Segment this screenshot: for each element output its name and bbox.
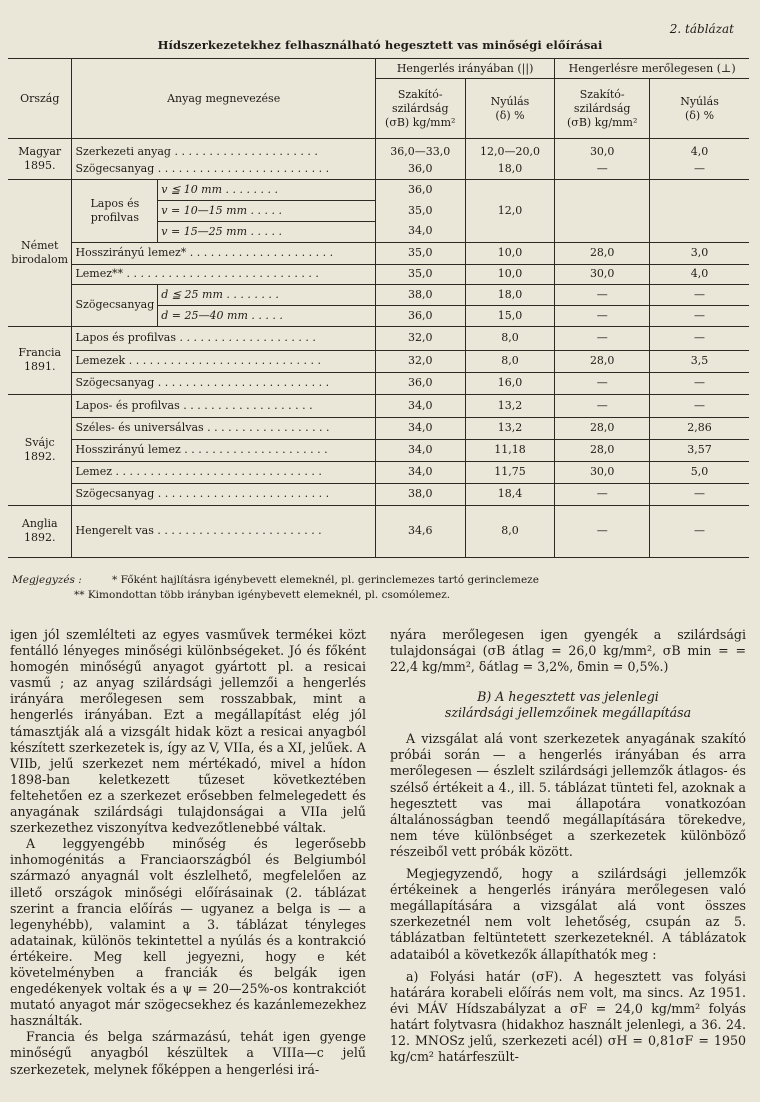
value-cell: 38,0 <box>375 483 465 505</box>
material-cell: Lemez . . . . . . . . . . . . . . . . . . . . . . . . . . . . . . <box>72 461 375 483</box>
value-cell: 3,57 <box>650 439 749 461</box>
section-heading: B) A hegesztett vas jelenlegi szilárdsági jellemzőinek megállapítása <box>444 689 692 721</box>
value-cell: — <box>650 394 749 417</box>
value-cell: — <box>650 159 749 179</box>
value-cell: 34,0 <box>375 439 465 461</box>
material-cell: Szögecsanyag <box>72 284 158 326</box>
value-cell: 36,0 <box>375 372 465 394</box>
material-cell: Lapos és profilvas <box>72 179 158 242</box>
value-cell: — <box>555 159 650 179</box>
value-cell: 12,0 <box>465 179 555 242</box>
value-cell: 12,0—20,0 <box>465 139 555 160</box>
material-cell: Szögecsanyag . . . . . . . . . . . . . . . . . . . . . . . . . <box>72 483 375 505</box>
value-cell: 10,0 <box>465 264 555 284</box>
subgroup-cell: v = 15—25 mm . . . . . <box>158 221 376 242</box>
table-number: 2. táblázat <box>669 22 734 36</box>
value-cell: 36,0 <box>375 179 465 200</box>
specification-table <box>8 58 749 558</box>
material-cell: Lapos és profilvas . . . . . . . . . . . . . . . . . . . . <box>72 326 375 350</box>
paragraph: Francia és belga származású, tehát igen gyenge minőségű anyagból készültek a VIIIa—c jelű szerkezetek, melynek főképpen a hengerlési irá- <box>10 1029 366 1077</box>
value-cell: 28,0 <box>555 350 650 372</box>
value-cell: 4,0 <box>650 264 749 284</box>
paragraph: Megjegyzendő, hogy a szilárdsági jellemzők értékeinek a hengerlés irányára merőlegesen való megállapítására a vizsgálat alá vont összes szerkezetnél nem volt lehetőség, csupán az 5. táblázatban feltüntetett szerkezeteknél. A táblázatok adataiból a következők állapíthatók meg : <box>390 866 746 962</box>
subgroup-cell: d = 25—40 mm . . . . . <box>158 305 376 326</box>
paragraph: a) Folyási határ (σF). A hegesztett vas folyási határára korabeli előírás nem volt, ma sincs. Az 1951. évi MÁV Hídszabályzat a σF = 24,0 kg/mm² folyás határt folytvasra (hidakhoz használt jelenlegi, a 36. 24. 12. MNOSz jelű, szerkezeti acél) σH = 0,81σF = 1950 kg/cm² határfeszült- <box>390 968 746 1065</box>
value-cell: — <box>650 326 749 350</box>
value-cell: 35,0 <box>375 200 465 221</box>
header-strength: Szakító- szilárdság (σB) kg/mm² <box>375 79 465 139</box>
material-cell: Szögecsanyag . . . . . . . . . . . . . . . . . . . . . . . . . <box>72 159 375 179</box>
value-cell: 13,2 <box>465 417 555 439</box>
value-cell: 30,0 <box>555 139 650 160</box>
material-cell: Lemezek . . . . . . . . . . . . . . . . . . . . . . . . . . . . <box>72 350 375 372</box>
value-cell: 8,0 <box>465 326 555 350</box>
value-cell: 36,0 <box>375 305 465 326</box>
value-cell: 36,0 <box>375 159 465 179</box>
paragraph: nyára merőlegesen igen gyengék a szilárdsági tulajdonságai (σB átlag = 26,0 kg/mm², σB min = = 22,4 kg/mm², δátlag = 3,2%, δmin = 0,5%.) <box>390 627 746 675</box>
header-dir-perpendicular: Hengerlésre merőlegesen (⊥) <box>555 59 749 79</box>
value-cell: 34,0 <box>375 394 465 417</box>
value-cell <box>555 179 650 242</box>
note-1: * Főként hajlításra igénybevett elemeknél, pl. gerinclemezes tartó gerinclemeze <box>112 574 539 586</box>
value-cell: — <box>555 326 650 350</box>
value-cell: 13,2 <box>465 394 555 417</box>
value-cell: 28,0 <box>555 439 650 461</box>
value-cell: 30,0 <box>555 461 650 483</box>
header-material: Anyag megnevezése <box>72 59 375 139</box>
value-cell: — <box>555 372 650 394</box>
value-cell: — <box>650 483 749 505</box>
value-cell: — <box>650 505 749 557</box>
left-column <box>10 627 366 1078</box>
paragraph: A vizsgálat alá vont szerkezetek anyagának szakító próbái során — a hengerlés irányában és arra merőlegesen — észlelt szilárdsági jellemzők átlagos- és szélső értékeit a 4., ill. 5. táblázat tünteti fel, azoknak a hegesztett vas mai állapotára vonatkozóan általánosságban teendő megállapítására törekedve, nem téve különbséget a szerkezetek különböző részeiből vett próbák között. <box>390 731 746 859</box>
country-cell: Német birodalom <box>8 179 72 326</box>
value-cell: — <box>650 372 749 394</box>
value-cell: 28,0 <box>555 242 650 264</box>
header-elongation: Nyúlás (δ) % <box>650 79 749 139</box>
value-cell: — <box>555 305 650 326</box>
value-cell: 11,75 <box>465 461 555 483</box>
value-cell <box>650 179 749 242</box>
material-cell: Szögecsanyag . . . . . . . . . . . . . . . . . . . . . . . . . <box>72 372 375 394</box>
value-cell: 16,0 <box>465 372 555 394</box>
value-cell: 36,0—33,0 <box>375 139 465 160</box>
header-country: Ország <box>8 59 72 139</box>
value-cell: 4,0 <box>650 139 749 160</box>
value-cell: 35,0 <box>375 242 465 264</box>
header-elongation: Nyúlás (δ) % <box>465 79 555 139</box>
header-strength: Szakító- szilárdság (σB) kg/mm² <box>555 79 650 139</box>
paragraph: igen jól szemlélteti az egyes vasművek termékei közt fentálló lényeges minőségi különbségeket. Jó és főként homogén minőségű anyagot gyártott pl. a resicai vasmű ; az anyag szilárdsági jellemzői a hengerlés irányára merőlegesen sem rosszabbak, mint a hengerlés irányában. Ezt a megállapítást elég jól támasztják alá a vizsgált hidak közt a resicai anyagból készített szerkezetek is, így az V, VIIa, és a XI, jelűek. A VIIb, jelű szerkezet nem mértékadó, mivel a hídon 1898-ban keletkezett tűzeset következtében feltehetően ez a szerkezet erősebben felmelegedett és anyagának szilárdsági tulajdonságai a VIIa jelű szerkezethez viszonyítva kedvezőtlenebbé váltak. <box>10 627 366 836</box>
value-cell: 2,86 <box>650 417 749 439</box>
right-column <box>390 627 746 1065</box>
country-cell: Anglia 1892. <box>21 517 58 544</box>
value-cell: 28,0 <box>555 417 650 439</box>
value-cell: 10,0 <box>465 242 555 264</box>
value-cell: 34,0 <box>375 417 465 439</box>
value-cell: 34,6 <box>375 505 465 557</box>
value-cell: — <box>555 483 650 505</box>
material-cell: Szerkezeti anyag . . . . . . . . . . . . . . . . . . . . . <box>72 139 375 160</box>
value-cell: 18,0 <box>465 284 555 305</box>
subgroup-cell: v = 10—15 mm . . . . . <box>158 200 376 221</box>
value-cell: 18,0 <box>465 159 555 179</box>
value-cell: 32,0 <box>375 350 465 372</box>
value-cell: 11,18 <box>465 439 555 461</box>
material-cell: Lapos- és profilvas . . . . . . . . . . . . . . . . . . . <box>72 394 375 417</box>
value-cell: — <box>650 305 749 326</box>
value-cell: 32,0 <box>375 326 465 350</box>
value-cell: — <box>650 284 749 305</box>
subgroup-cell: v ≦ 10 mm . . . . . . . . <box>158 179 376 200</box>
country-cell: Svájc 1892. <box>8 394 72 505</box>
subgroup-cell: d ≦ 25 mm . . . . . . . . <box>158 284 376 305</box>
paragraph: A leggyengébb minőség és legerősebb inhomogénitás a Franciaországból és Belgiumból származó anyagnál volt észlelhető, megfelelően az illető országok minőségi előírásainak (2. táblázat szerint a francia előírás — ugyanez a belga is — a legenyhébb), valamint a 3. táblázat tényleges adatainak, különös tekintettel a nyúlás és a kontrakció értékeire. Meg kell jegyezni, hogy e két követelményben a franciák és belgák igen engedékenyek voltak és a ψ = 20—25%-os kontrakciót mutató anyagot már szögecsekhez és kazánlemezekhez használták. <box>10 836 366 1029</box>
value-cell: 35,0 <box>375 264 465 284</box>
country-cell: Francia 1891. <box>8 326 72 394</box>
value-cell: 8,0 <box>465 505 555 557</box>
material-cell: Széles- és universálvas . . . . . . . . . . . . . . . . . . <box>72 417 375 439</box>
header-dir-parallel: Hengerlés irányában (||) <box>375 59 555 79</box>
value-cell: 15,0 <box>465 305 555 326</box>
value-cell: 30,0 <box>555 264 650 284</box>
table-title: Hídszerkezetekhez felhasználható hegesztett vas minőségi előírásai <box>157 38 603 52</box>
value-cell: — <box>555 505 650 557</box>
value-cell: 38,0 <box>375 284 465 305</box>
country-cell: Magyar 1895. <box>8 139 72 180</box>
value-cell: 34,0 <box>375 461 465 483</box>
value-cell: — <box>555 394 650 417</box>
note-label: Megjegyzés : <box>12 574 82 586</box>
value-cell: 3,5 <box>650 350 749 372</box>
table-notes <box>12 573 539 603</box>
material-cell: Hosszirányú lemez* . . . . . . . . . . . . . . . . . . . . . <box>72 242 375 264</box>
value-cell: 34,0 <box>375 221 465 242</box>
note-2: ** Kimondottan több irányban igénybevett elemeknél, pl. csomólemez. <box>74 589 451 601</box>
material-cell: Hengerelt vas . . . . . . . . . . . . . . . . . . . . . . . . <box>72 505 375 557</box>
value-cell: 8,0 <box>465 350 555 372</box>
value-cell: — <box>555 284 650 305</box>
material-cell: Hosszirányú lemez . . . . . . . . . . . . . . . . . . . . . <box>72 439 375 461</box>
material-cell: Lemez** . . . . . . . . . . . . . . . . . . . . . . . . . . . . <box>72 264 375 284</box>
value-cell: 3,0 <box>650 242 749 264</box>
value-cell: 18,4 <box>465 483 555 505</box>
value-cell: 5,0 <box>650 461 749 483</box>
